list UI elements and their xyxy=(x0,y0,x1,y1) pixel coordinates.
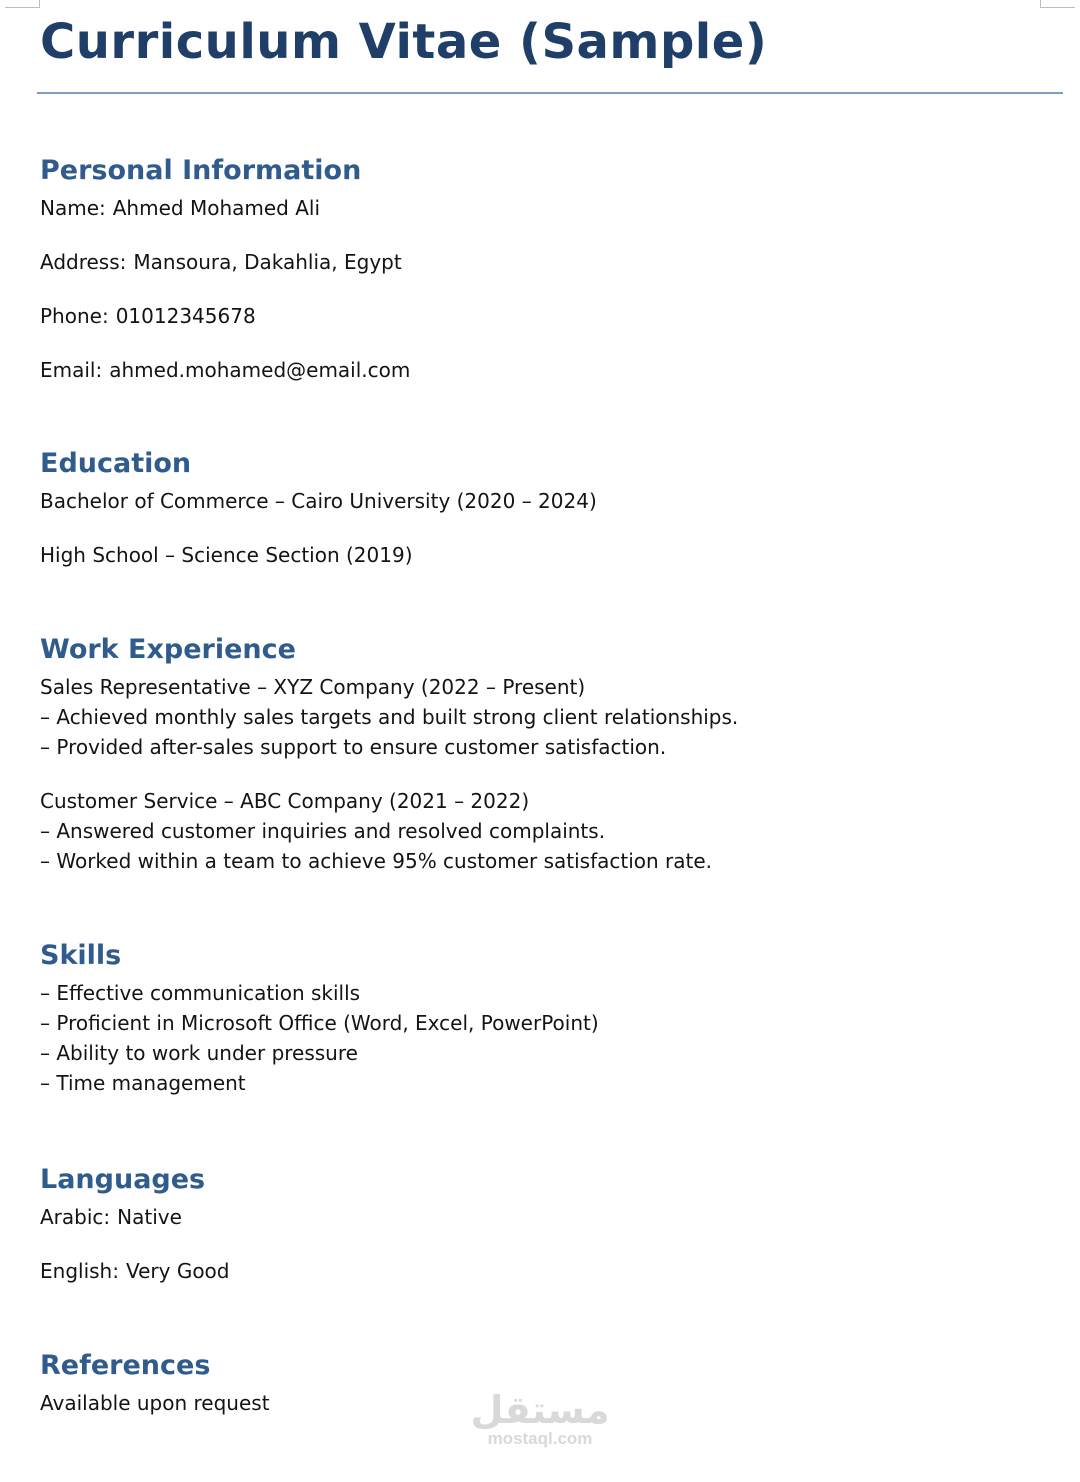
section-heading-work: Work Experience xyxy=(40,634,296,665)
mostaql-watermark xyxy=(470,1390,610,1448)
section-heading-education: Education xyxy=(40,448,192,479)
phone-value: 01012345678 xyxy=(115,304,256,328)
address-label: Address: xyxy=(40,250,127,274)
email-label: Email: xyxy=(40,358,103,382)
work-experience-section xyxy=(40,634,1040,876)
references-text: Available upon request xyxy=(40,1391,270,1415)
name-value: Ahmed Mohamed Ali xyxy=(112,196,321,220)
language-level: Very Good xyxy=(125,1259,230,1283)
name-line xyxy=(40,193,1040,223)
page-corner-marker xyxy=(5,0,40,8)
address-value: Mansoura, Dakahlia, Egypt xyxy=(133,250,402,274)
job-point: – Provided after-sales support to ensure customer satisfaction. xyxy=(40,735,667,759)
name-label: Name: xyxy=(40,196,106,220)
skill-item: – Time management xyxy=(40,1071,246,1095)
section-heading-personal: Personal Information xyxy=(40,155,362,186)
language-line xyxy=(40,1202,1040,1232)
language-name: Arabic: xyxy=(40,1205,111,1229)
page-corner-marker xyxy=(1040,0,1075,8)
skill-item: – Effective communication skills xyxy=(40,981,361,1005)
watermark-latin-text: mostaql.com xyxy=(487,1429,593,1448)
title-divider xyxy=(37,92,1063,94)
education-section xyxy=(40,448,1040,570)
section-heading-languages: Languages xyxy=(40,1164,206,1195)
skills-section xyxy=(40,940,1040,1098)
phone-label: Phone: xyxy=(40,304,109,328)
job-point: – Achieved monthly sales targets and built strong client relationships. xyxy=(40,705,739,729)
email-value: ahmed.mohamed@email.com xyxy=(109,358,411,382)
skill-item: – Proficient in Microsoft Office (Word, Excel, PowerPoint) xyxy=(40,1011,599,1035)
job-title: Customer Service – ABC Company (2021 – 2022) xyxy=(40,789,530,813)
address-line xyxy=(40,247,1040,277)
email-line xyxy=(40,355,1040,385)
language-level: Native xyxy=(117,1205,182,1229)
job-point: – Answered customer inquiries and resolved complaints. xyxy=(40,819,606,843)
watermark-arabic-logo: مستقل xyxy=(470,1388,610,1432)
languages-section xyxy=(40,1164,1040,1286)
language-line xyxy=(40,1256,1040,1286)
education-item: Bachelor of Commerce – Cairo University (2020 – 2024) xyxy=(40,489,597,513)
personal-information-section xyxy=(40,155,1040,385)
document-title: Curriculum Vitae (Sample) xyxy=(40,14,768,70)
language-name: English: xyxy=(40,1259,119,1283)
education-item: High School – Science Section (2019) xyxy=(40,543,413,567)
section-heading-references: References xyxy=(40,1350,211,1381)
phone-line xyxy=(40,301,1040,331)
job-point: – Worked within a team to achieve 95% customer satisfaction rate. xyxy=(40,849,713,873)
job-title: Sales Representative – XYZ Company (2022 – Present) xyxy=(40,675,586,699)
section-heading-skills: Skills xyxy=(40,940,122,971)
skill-item: – Ability to work under pressure xyxy=(40,1041,358,1065)
